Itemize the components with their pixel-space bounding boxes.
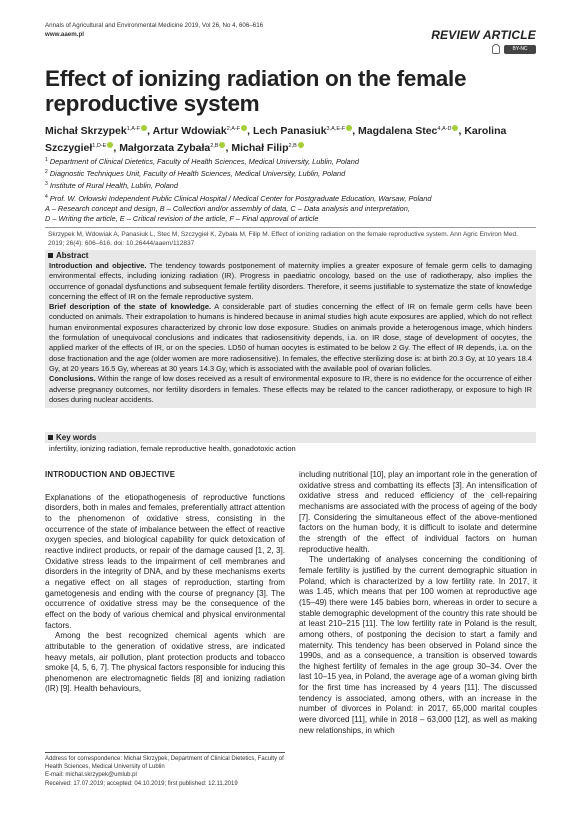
- keywords-section: [45, 432, 536, 456]
- journal-line: Annals of Agricultural and Environmental Medicine 2019, Vol 26, No 4, 606–616: [45, 22, 264, 29]
- author-name: Karolina Szczygieł: [45, 125, 507, 154]
- paragraph: Among the best recognized chemical agents which are attributable to the generation of oxidative stress, are indicated heavy metals, air pollution, plant protection products and tobacco smoke [4, 5, 6, 7]. The physical factors responsible for inducing this phenomenon are electromagnetic fields [8] and ionizing radiation (IR) [9]. Health behaviours,: [45, 631, 285, 694]
- author-list: Michał Skrzypek$^{1,A-F}$ , Artur Wdowiak$^{2,A-F}$ , Lech Panasiuk$^{3,A,E-F}$ , Magdalena Stec$^{4,A-D}$ , Karolina Szczygieł$^{1,D-E}$ , Małgorzata Zybała$^{2,B}$ , Michał Filip$^{2,B}$: [45, 125, 507, 154]
- cc-license-icon: BY-NC: [504, 45, 536, 54]
- affiliations: [45, 155, 545, 224]
- contribution-legend: A – Research concept and design, B – Collection and/or assembly of data, C – Data analysis and interpretation,: [45, 203, 410, 213]
- journal-header: [45, 22, 263, 39]
- keywords-text: infertility, ionizing radiation, female reproductive health, gonadotoxic action: [45, 443, 536, 456]
- article-title: Effect of ionizing radiation on the female reproductive system: [45, 66, 467, 116]
- citation: Skrzypek M, Wdowiak A, Panasiuk L, Stec M, Szczygieł K, Zybała M, Filip M. Effect of ionizing radiation on the female reproductive system. Ann Agric Environ Med. 2019; 26(4): 606–616. doi: 10.26444/aaem/112837: [45, 227, 536, 252]
- section-square-icon: [48, 435, 53, 440]
- orcid-icon[interactable]: [346, 125, 352, 131]
- orcid-icon[interactable]: [219, 142, 225, 148]
- contribution-legend: D – Writing the article, E – Critical revision of the article, F – Final approval of article: [45, 214, 319, 224]
- author-name: Artur Wdowiak: [152, 125, 227, 137]
- orcid-icon[interactable]: [107, 142, 113, 148]
- keywords-heading: Key words: [45, 432, 536, 443]
- section-square-icon: [48, 253, 53, 258]
- orcid-icon[interactable]: [452, 125, 458, 131]
- orcid-icon[interactable]: [141, 125, 147, 131]
- author-name: Małgorzata Zybała: [119, 142, 211, 154]
- body-column-right: [299, 470, 537, 736]
- abstract-section: [45, 250, 536, 408]
- license-icons: [492, 44, 536, 54]
- author-name: Michał Filip: [231, 142, 289, 154]
- author-name: Magdalena Stec: [358, 125, 438, 137]
- orcid-icon[interactable]: [298, 142, 304, 148]
- paragraph: Explanations of the etiopathogenesis of reproductive functions disorders, both in males and females, preferentially attract attention to the phenomenon of oxidative stress, consisting in the occurrence of the state of imbalance between the effect of reactive oxygen species, and biological capability for quick detoxication of reactive indirect products, or repair of the damage caused [1, 2, 3]. Oxidative stress leads to the impairment of cell membranes and disorders in the integrity of DNA, and by these mechanisms exerts a negative effect on all stages of reproduction, starting from gametogenesis and ending with the course of pregnancy [3]. The occurrence of oxidative stress may be the consequence of the effect on the body of various chemical and physical environmental factors.: [45, 492, 285, 630]
- open-access-icon: [492, 44, 500, 54]
- correspondence-note: Address for correspondence: Michał Skrzypek, Department of Clinical Dietetics, Faculty of Health Sciences, Medical University of Lublin E-mail: michal.skrzypek@umlub.pl: [45, 752, 285, 779]
- affiliation: $^2$ Diagnostic Techniques Unit, Faculty of Health Sciences, Medical University, Lublin, Poland: [45, 169, 346, 179]
- abstract-body: Introduction and objective. The tendency towards postponement of maternity implies a greater exposure of female germ cells to damaging environmental effects, including ionizing radiation (IR). Progress in paediatric oncology, based on the use of radiotherapy, also implies the occurrence of gonadal dysfunctions and subsequent female fertility disorders. Therefore, it seems justifiable to systematize the state of knowledge concerning the effect of IR on the female reproductive system. Brief description of the state of knowledge. A considerable part of studies concerning the effect of IR on female germ cells have been conducted on animals. Their extrapolation to humans is hindered because in animal studies high acute exposures are applied, which do not reflect human environmental exposures characterized by chronic low dose exposure. Studies on animals provide a heterogenous image, which hinders the formulation of unequivocal conclusions and indicates that radiosensitivity depends, i.a. on IR dose, stage of development of oocytes, the applied marker of the effects of IR, or on the species. LD50 of human oocytes is estimated to be below 2 Gy. The effect of IR depends, i.a. on the dose fractionation and the age (older women are more radiosensitive). In females, the effective sterilizing dose is: at birth 20.3 Gy, at 10 years 18.4 Gy, at 20 years 16.5 Gy, whereas at 30 years 14.3 Gy, which is associated with the available pool of ovarian follicles. Conclusions. Within the range of low doses received as a result of environmental exposure to IR, there is no evidence for the occurrence of either adverse pregnancy outcomes, nor fertility disorders in females. These effects may be related to the cancer radiotherapy, or exposure to high IR doses during nuclear accidents.: [49, 261, 532, 404]
- author-name: Lech Panasiuk: [253, 125, 327, 137]
- article-type-label: REVIEW ARTICLE: [431, 28, 536, 42]
- paragraph: The undertaking of analyses concerning the conditioning of female fertility is justified by the current demographic situation in Poland, which is characterized by a low fertility rate. In 2017, it was 1.45, which means that per 100 women at reproductive age (15–49) there were 145 babies born, whereas in order to secure a stable demographic development of the country this rate should be at least 210–215 [11]. The low fertility rate in Poland is the result, among others, of postponing the decision to start a family and maternity. This tendency has been observed in Poland since the 1990s, and as a consequence, a transition is observed towards the highest fertility of females in the age group 30–34. Over the last 10–15 yea, in Poland, the average age of a woman giving birth for the first time has increased by 4 years [11]. The discussed tendency is associated, among others, with an increase in the number of divorces in Poland: in 2017, 65,000 marital couples were divorced [11], while in 2018 – 63,000 [12], as well as making new relationships, in which: [299, 555, 537, 735]
- journal-website[interactable]: www.aaem.pl: [45, 30, 84, 38]
- abstract-heading: Abstract: [45, 250, 536, 261]
- affiliation: $^3$ Institute of Rural Health, Lublin, Poland: [45, 181, 179, 191]
- received-dates: Received: 17.07.2019; accepted: 04.10.2019; first published: 12.11.2019: [45, 781, 238, 787]
- orcid-icon[interactable]: [241, 125, 247, 131]
- body-column-left: [45, 470, 285, 695]
- affiliation: $^4$ Prof. W. Orłowski Independent Public Clinical Hospital / Medical Center for Postgraduate Education, Warsaw, Poland: [45, 193, 432, 203]
- author-name: Michał Skrzypek: [45, 125, 127, 137]
- paragraph: including nutritional [10], play an important role in the generation of oxidative stress and combatting its effects [3]. An intensification of oxidative stress and reduced efficiency of the cell-repairing mechanisms are associated with the process of ageing of the body [7]. Considering the simultaneous effect of the above-mentioned factors on the human body, it is difficult to isolate and determine the strength of the effect of individual factors on human reproductive health.: [299, 470, 537, 554]
- correspondence-email[interactable]: E-mail: michal.skrzypek@umlub.pl: [45, 772, 137, 778]
- section-heading: INTRODUCTION AND OBJECTIVE: [45, 470, 176, 479]
- affiliation: $^1$ Department of Clinical Dietetics, Faculty of Health Sciences, Medical University, Lublin, Poland: [45, 157, 360, 166]
